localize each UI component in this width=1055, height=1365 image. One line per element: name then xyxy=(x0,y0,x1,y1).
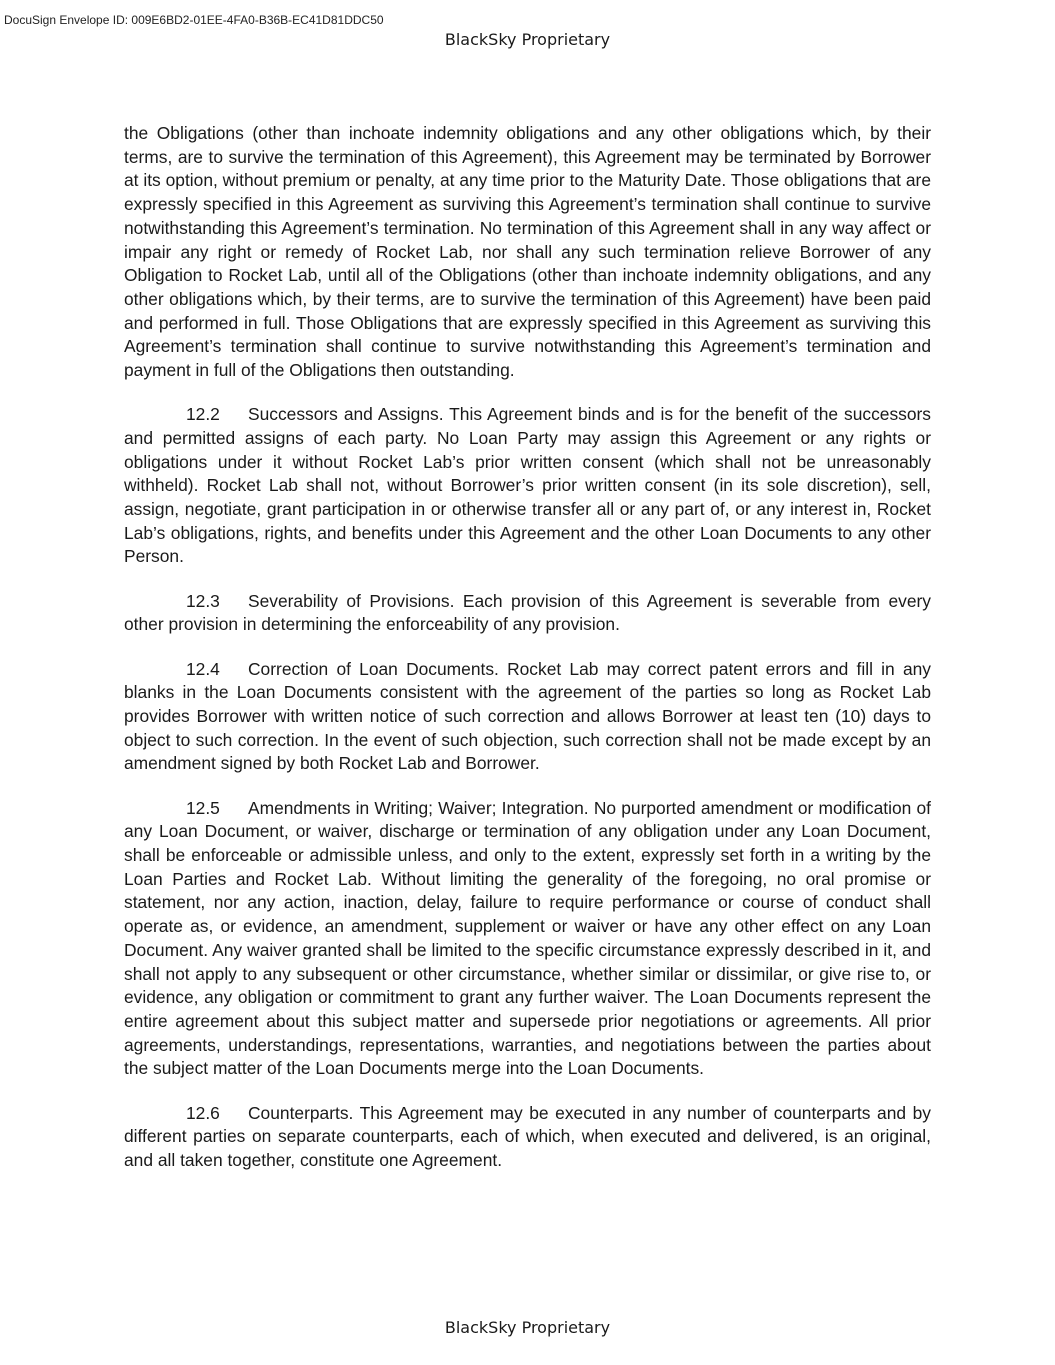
paragraph-termination-continued: the Obligations (other than inchoate indemnity obligations and any other obligations which, by their terms, are to survive the termination of this Agreement), this Agreement may be terminated by Borrower at its option, without premium or penalty, at any time prior to the Maturity Date. Those obligations that are expressly specified in this Agreement as surviving this Agreement’s termination shall continue to survive notwithstanding this Agreement’s termination. No termination of this Agreement shall in any way affect or impair any right or remedy of Rocket Lab, nor shall any such termination relieve Borrower of any Obligation to Rocket Lab, until all of the Obligations (other than inchoate indemnity obligations, and any other obligations which, by their terms, are to survive the termination of this Agreement) have been paid and performed in full. Those Obligations that are expressly specified in this Agreement as surviving this Agreement’s termination shall continue to survive notwithstanding this Agreement’s termination and payment in full of the Obligations then outstanding. xyxy=(124,123,931,381)
section-12-6 xyxy=(124,1102,931,1173)
document-body xyxy=(124,122,931,1173)
section-title: Severability of Provisions. xyxy=(248,590,455,611)
section-text: This Agreement binds and is for the benefit of the successors and permitted assigns of each party. No Loan Party may assign this Agreement or any rights or obligations under it without Rocket Lab’s prior written consent (which shall not be unreasonably withheld). Rocket Lab shall not, without Borrower’s prior written consent (in its sole discretion), sell, assign, negotiate, grant participation in or otherwise transfer all or any part of, or any interest in, Rocket Lab’s obligations, rights, and benefits under this Agreement and the other Loan Documents to any other Person. xyxy=(124,404,931,567)
section-text: Rocket Lab may correct patent errors and fill in any blanks in the Loan Documents consistent with the agreement of the parties so long as Rocket Lab provides Borrower with written notice of such correction and allows Borrower at least ten (10) days to object to such correction. In the event of such objection, such correction shall not be made except by an amendment signed by both Rocket Lab and Borrower. xyxy=(124,658,931,774)
section-text: Each provision of this Agreement is severable from every other provision in determining the enforceability of any provision. xyxy=(124,590,931,635)
section-text: No purported amendment or modification of any Loan Document, or waiver, discharge or termination of any obligation under any Loan Document, shall be enforceable or admissible unless, and only to the extent, expressly set forth in a writing by the Loan Parties and Rocket Lab. Without limiting the generality of the foregoing, no oral promise or statement, nor any action, inaction, delay, failure to require performance or course of conduct shall operate as, or evidence, an amendment, supplement or waiver or have any other effect on any Loan Document. Any waiver granted shall be limited to the specific circumstance expressly described in it, and shall not apply to any subsequent or other circumstance, whether similar or dissimilar, or give rise to, or evidence, any obligation or commitment to grant any further waiver. The Loan Documents represent the entire agreement about this subject matter and supersede prior negotiations or agreements. All prior agreements, understandings, representations, warranties, and negotiations between the parties about the subject matter of the Loan Documents merge into the Loan Documents. xyxy=(124,797,931,1079)
section-title: Counterparts. xyxy=(248,1102,354,1123)
footer-proprietary-label: BlackSky Proprietary xyxy=(444,1318,611,1337)
section-12-3 xyxy=(124,590,931,637)
section-number: 12.5 xyxy=(186,797,220,818)
section-number: 12.6 xyxy=(186,1102,220,1123)
section-title: Successors and Assigns. xyxy=(248,404,444,425)
section-12-2 xyxy=(124,403,931,569)
section-number: 12.4 xyxy=(186,658,220,679)
docusign-envelope-id: DocuSign Envelope ID: 009E6BD2-01EE-4FA0-B36B-EC41D81DDC50 xyxy=(4,13,384,27)
section-text: This Agreement may be executed in any number of counterparts and by different parties on separate counterparts, each of which, when executed and delivered, is an original, and all taken together, constitute one Agreement. xyxy=(124,1102,931,1170)
section-12-4 xyxy=(124,658,931,777)
section-title: Correction of Loan Documents. xyxy=(248,658,499,679)
section-number: 12.2 xyxy=(186,404,220,425)
section-title: Amendments in Writing; Waiver; Integration. xyxy=(248,797,589,818)
header-proprietary-label: BlackSky Proprietary xyxy=(444,30,611,49)
section-number: 12.3 xyxy=(186,590,220,611)
section-12-5 xyxy=(124,797,931,1081)
